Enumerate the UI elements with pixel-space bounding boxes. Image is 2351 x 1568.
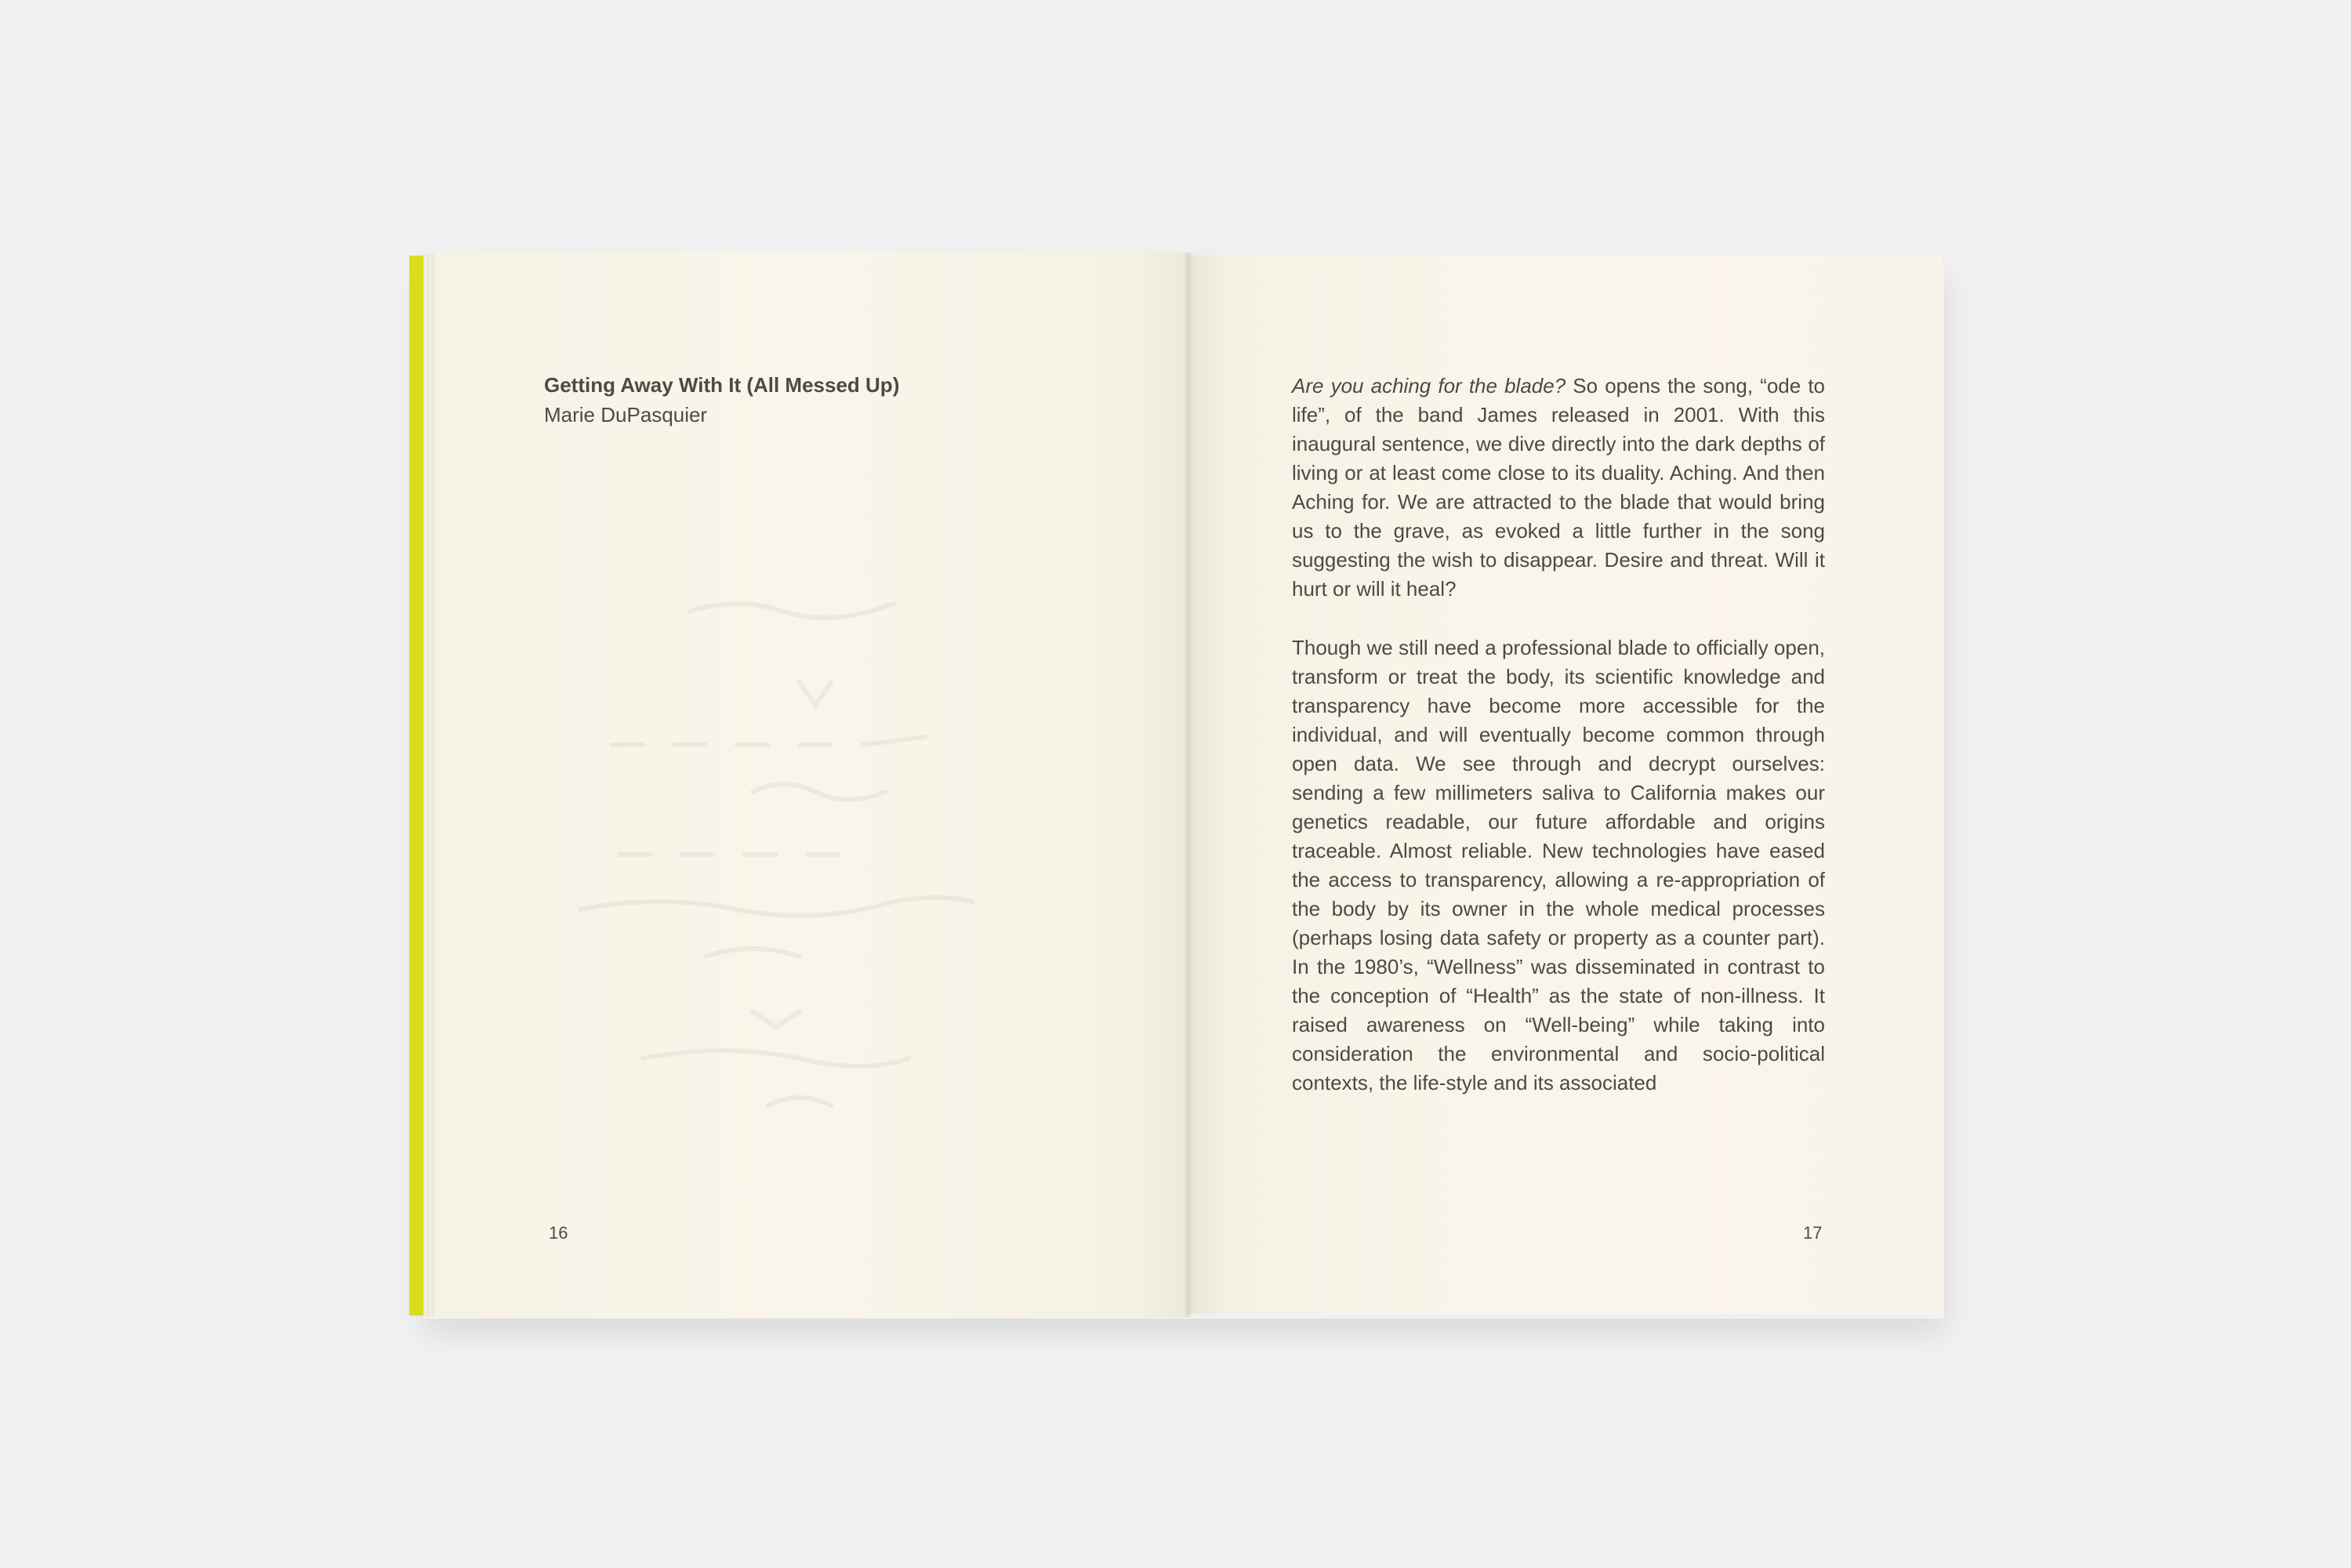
page-number-left: 16 (549, 1223, 568, 1243)
cover-edge (409, 256, 425, 1316)
body-paragraph-1 (1292, 372, 1825, 604)
paragraph-1-text: So opens the song, “ode to life”, of the band James released in 2001. With this inaugural sentence, we dive directly into the dark depths of living or at least come close to its duality. Aching. And then Aching for. We are attracted to the blade that would bring us to the grave, as evoked a little further in the song suggesting the wish to disappear. Desire and threat. Will it hurt or will it heal? (1292, 374, 1826, 601)
opening-quote: Are you aching for the blade? (1292, 374, 1566, 397)
book-gutter (1184, 252, 1193, 1317)
article-author: Marie DuPasquier (544, 403, 708, 426)
body-paragraph-2: Though we still need a professional blade to officially open, transform or treat the body, its scientific knowledge and transparency have become more accessible for the individual, and will eventually become common through open data. We see through and decrypt ourselves: sending a few millimeters saliva to California makes our genetics readable, our future affordable and origins traceable. Almost reliable. New technologies have eased the access to transparency, allowing a re-appropriation of the body by its owner in the whole medical processes (perhaps losing data safety or property as a counter part). In the 1980’s, “Wellness” was disseminated in contrast to the conception of “Health” as the state of non-illness. It raised awareness on “Well-being” while taking into consideration the environmental and socio-political contexts, the life-style and its associated (1292, 636, 1825, 1094)
article-title: Getting Away With It (All Messed Up) (544, 373, 900, 397)
page-number-right: 17 (1803, 1223, 1823, 1243)
show-through-illustration (549, 564, 1097, 1113)
